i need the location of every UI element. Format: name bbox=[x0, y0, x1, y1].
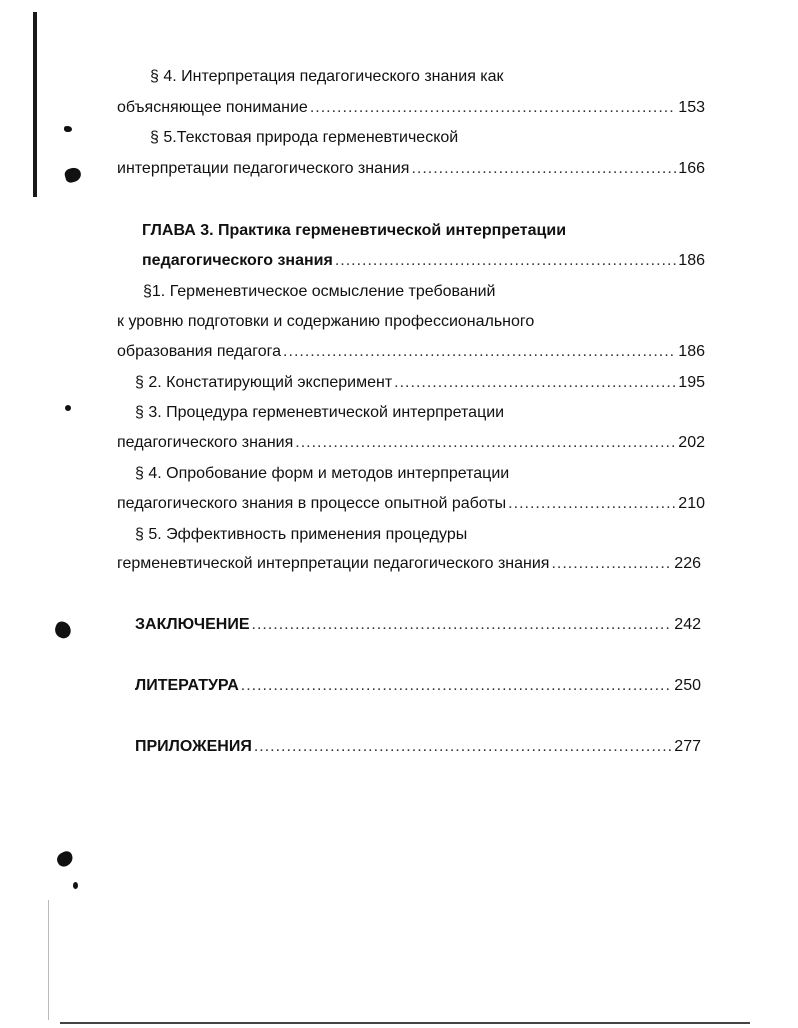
dot-leader bbox=[252, 614, 673, 636]
toc-entry-ch2-s4-title: § 4. Интерпретация педагогического знания как bbox=[150, 68, 504, 85]
toc-entry-text: ЗАКЛЮЧЕНИЕ bbox=[135, 616, 250, 633]
dot-leader bbox=[394, 372, 676, 394]
toc-page-number: 166 bbox=[678, 160, 705, 177]
toc-entry-ch2-s5-title: § 5.Текстовая природа герменевтической bbox=[150, 129, 459, 146]
toc-page-number: 250 bbox=[674, 677, 701, 694]
toc-page-number: 153 bbox=[678, 99, 705, 116]
dot-leader bbox=[551, 553, 672, 575]
binding-hole-mark bbox=[65, 405, 71, 411]
toc-entry-text: педагогического знания bbox=[142, 252, 333, 269]
toc-page-number: 202 bbox=[678, 434, 705, 451]
toc-entry-ch3-s5-title: § 5. Эффективность применения процедуры bbox=[135, 526, 468, 543]
dot-leader bbox=[335, 250, 676, 272]
dot-leader bbox=[295, 432, 676, 454]
binding-hole-mark bbox=[73, 882, 78, 889]
toc-entry-ch2-s4[interactable] bbox=[117, 97, 705, 119]
dot-leader bbox=[283, 341, 676, 363]
toc-entry-text: ПРИЛОЖЕНИЯ bbox=[135, 738, 252, 755]
toc-entry-ch3-s2[interactable] bbox=[135, 372, 705, 394]
toc-entry-text: объясняющее понимание bbox=[117, 99, 308, 116]
toc-entry-text: § 2. Констатирующий эксперимент bbox=[135, 374, 393, 391]
toc-entry-ch3-s3-title: § 3. Процедура герменевтической интерпретации bbox=[135, 404, 505, 421]
toc-page-number: 226 bbox=[674, 555, 701, 572]
scan-edge-left bbox=[33, 12, 37, 197]
toc-chapter-3-title: ГЛАВА 3. Практика герменевтической интерпретации bbox=[142, 222, 567, 239]
toc-page-number: 242 bbox=[674, 616, 701, 633]
toc-page-number: 277 bbox=[674, 738, 701, 755]
toc-entry-conclusion[interactable] bbox=[135, 614, 701, 636]
toc-entry-chapter-3[interactable] bbox=[142, 250, 705, 272]
dot-leader bbox=[310, 97, 676, 119]
toc-entry-ch3-s4-title: § 4. Опробование форм и методов интерпретации bbox=[135, 465, 510, 482]
toc-entry-text: интерпретации педагогического знания bbox=[117, 160, 410, 177]
toc-entry-text: педагогического знания bbox=[117, 434, 294, 451]
dot-leader bbox=[254, 736, 672, 758]
binding-hole-mark bbox=[55, 849, 75, 868]
toc-entry-ch3-s1-title: §1. Герменевтическое осмысление требований bbox=[143, 283, 496, 300]
dot-leader bbox=[508, 493, 676, 515]
scan-edge-left-faint bbox=[48, 900, 49, 1020]
toc-entry-ch3-s4[interactable] bbox=[117, 493, 705, 515]
binding-hole-mark bbox=[64, 126, 72, 132]
toc-page-number: 186 bbox=[678, 343, 705, 360]
toc-entry-text: ЛИТЕРАТУРА bbox=[135, 677, 239, 694]
toc-entry-ch3-s3[interactable] bbox=[117, 432, 705, 454]
dot-leader bbox=[411, 158, 676, 180]
binding-hole-mark bbox=[53, 620, 74, 641]
toc-page-number: 195 bbox=[678, 374, 705, 391]
toc-entry-ch3-s1-title-cont: к уровню подготовки и содержанию профессионального bbox=[117, 313, 535, 330]
toc-entry-ch3-s5[interactable] bbox=[117, 553, 701, 575]
dot-leader bbox=[241, 675, 673, 697]
toc-entry-literature[interactable] bbox=[135, 675, 701, 697]
toc-entry-ch3-s1[interactable] bbox=[117, 341, 705, 363]
toc-entry-text: образования педагога bbox=[117, 343, 282, 360]
binding-hole-mark bbox=[63, 166, 82, 184]
toc-entry-ch2-s5[interactable] bbox=[117, 158, 705, 180]
toc-page-number: 210 bbox=[678, 495, 705, 512]
toc-entry-text: герменевтической интерпретации педагогического знания bbox=[117, 555, 550, 572]
toc-page-number: 186 bbox=[678, 252, 705, 269]
scan-edge-bottom bbox=[60, 1022, 750, 1024]
toc-entry-appendices[interactable] bbox=[135, 736, 701, 758]
toc-entry-text: педагогического знания в процессе опытной работы bbox=[117, 495, 507, 512]
